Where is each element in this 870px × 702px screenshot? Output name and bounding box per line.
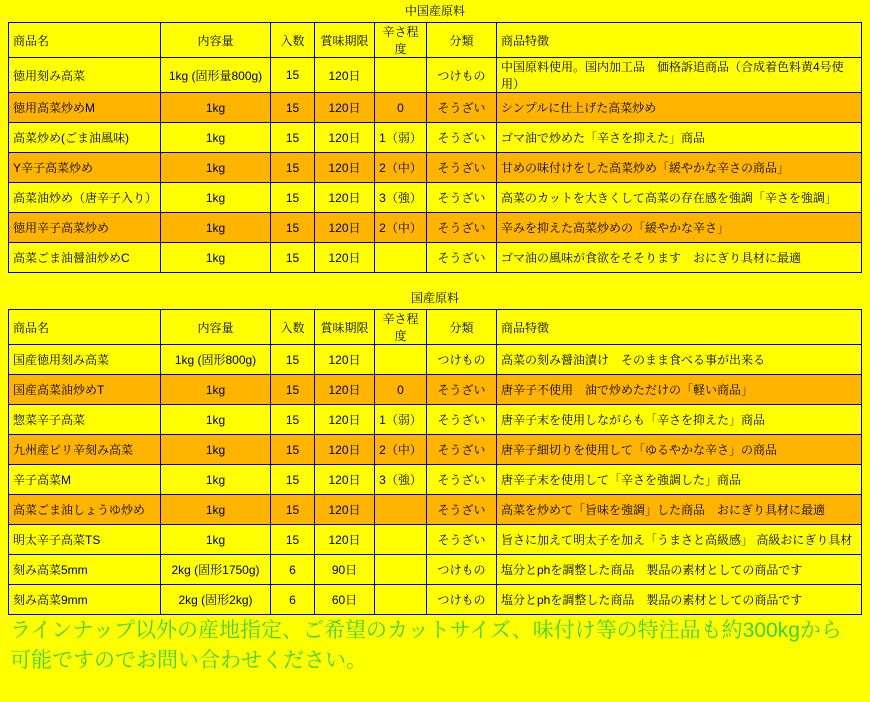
table-header-china	[9, 23, 862, 58]
cell-count: 15	[271, 435, 315, 465]
cell-spiciness: 3（強）	[375, 465, 427, 495]
table-body-china	[9, 58, 862, 273]
cell-product-name: 高菜ごま油醤油炒めC	[9, 243, 161, 273]
cell-quantity: 1kg	[161, 213, 271, 243]
cell-product-name: 徳用高菜炒めM	[9, 93, 161, 123]
cell-expiry: 120日	[315, 153, 375, 183]
table-row	[9, 405, 862, 435]
cell-description: 中国原料使用。国内加工品 価格訴追商品（合成着色料黄4号使用）	[497, 58, 862, 93]
table-row	[9, 435, 862, 465]
section-china	[0, 0, 870, 273]
header-spiciness: 辛さ程度	[375, 23, 427, 58]
cell-quantity: 1kg	[161, 435, 271, 465]
header-category: 分類	[427, 310, 497, 345]
cell-spiciness	[375, 525, 427, 555]
cell-expiry: 120日	[315, 123, 375, 153]
table-row	[9, 93, 862, 123]
header-expiry: 賞味期限	[315, 23, 375, 58]
cell-quantity: 2kg (固形2kg)	[161, 585, 271, 615]
table-row	[9, 153, 862, 183]
cell-expiry: 60日	[315, 585, 375, 615]
header-product-name: 商品名	[9, 23, 161, 58]
cell-count: 15	[271, 243, 315, 273]
cell-product-name: 徳用辛子高菜炒め	[9, 213, 161, 243]
cell-description: 唐辛子不使用 油で炒めただけの「軽い商品」	[497, 375, 862, 405]
cell-count: 15	[271, 58, 315, 93]
cell-category: つけもの	[427, 555, 497, 585]
cell-quantity: 1kg	[161, 525, 271, 555]
product-table-china	[8, 22, 862, 273]
cell-expiry: 120日	[315, 213, 375, 243]
header-quantity: 内容量	[161, 23, 271, 58]
cell-spiciness: 2（中）	[375, 153, 427, 183]
cell-expiry: 120日	[315, 405, 375, 435]
cell-spiciness: 0	[375, 93, 427, 123]
cell-category: そうざい	[427, 183, 497, 213]
cell-product-name: 高菜油炒め（唐辛子入り）	[9, 183, 161, 213]
cell-product-name: 刻み高菜5mm	[9, 555, 161, 585]
cell-spiciness	[375, 495, 427, 525]
header-count: 入数	[271, 23, 315, 58]
cell-description: 唐辛子末を使用して「辛さを強調した」商品	[497, 465, 862, 495]
cell-description: 唐辛子末を使用しながらも「辛さを抑えた」商品	[497, 405, 862, 435]
footer-note-line2: 可能ですのでお問い合わせください。	[10, 649, 367, 672]
cell-description: ゴマ油の風味が食欲をそそります おにぎり具材に最適	[497, 243, 862, 273]
cell-description: 旨さに加えて明太子を加え「うまさと高級感」 高級おにぎり具材	[497, 525, 862, 555]
cell-category: そうざい	[427, 435, 497, 465]
cell-product-name: 国産徳用刻み高菜	[9, 345, 161, 375]
cell-product-name: 九州産ピリ辛刻み高菜	[9, 435, 161, 465]
table-row	[9, 525, 862, 555]
cell-quantity: 1kg	[161, 495, 271, 525]
cell-count: 15	[271, 465, 315, 495]
section-spacer	[0, 273, 870, 287]
cell-count: 6	[271, 585, 315, 615]
table-row	[9, 555, 862, 585]
table-header-domestic	[9, 310, 862, 345]
cell-description: シンプルに仕上げた高菜炒め	[497, 93, 862, 123]
cell-description: 高菜を炒めて「旨味を強調」した商品 おにぎり具材に最適	[497, 495, 862, 525]
cell-quantity: 2kg (固形1750g)	[161, 555, 271, 585]
cell-spiciness	[375, 58, 427, 93]
header-description: 商品特徴	[497, 310, 862, 345]
cell-category: そうざい	[427, 93, 497, 123]
table-row	[9, 183, 862, 213]
cell-expiry: 120日	[315, 495, 375, 525]
cell-spiciness: 2（中）	[375, 435, 427, 465]
cell-description: 高菜のカットを大きくして高菜の存在感を強調「辛さを強調」	[497, 183, 862, 213]
cell-category: そうざい	[427, 495, 497, 525]
cell-count: 15	[271, 93, 315, 123]
cell-category: そうざい	[427, 153, 497, 183]
cell-description: 塩分とphを調整した商品 製品の素材としての商品です	[497, 555, 862, 585]
cell-spiciness	[375, 345, 427, 375]
section-title-domestic: 国産原料	[410, 291, 459, 305]
cell-category: そうざい	[427, 243, 497, 273]
cell-expiry: 90日	[315, 555, 375, 585]
table-row	[9, 213, 862, 243]
cell-spiciness	[375, 243, 427, 273]
cell-product-name: 辛子高菜M	[9, 465, 161, 495]
table-row	[9, 465, 862, 495]
footer-note	[10, 616, 860, 676]
cell-quantity: 1kg	[161, 123, 271, 153]
section-domestic	[0, 287, 870, 615]
cell-quantity: 1kg	[161, 465, 271, 495]
cell-category: そうざい	[427, 405, 497, 435]
cell-expiry: 120日	[315, 93, 375, 123]
product-table-domestic	[8, 309, 862, 615]
cell-quantity: 1kg	[161, 93, 271, 123]
table-body-domestic	[9, 345, 862, 615]
table-row	[9, 243, 862, 273]
cell-quantity: 1kg	[161, 405, 271, 435]
header-description: 商品特徴	[497, 23, 862, 58]
cell-category: そうざい	[427, 375, 497, 405]
cell-spiciness	[375, 555, 427, 585]
cell-expiry: 120日	[315, 465, 375, 495]
table-row	[9, 495, 862, 525]
cell-expiry: 120日	[315, 243, 375, 273]
cell-category: そうざい	[427, 213, 497, 243]
cell-quantity: 1kg	[161, 153, 271, 183]
cell-quantity: 1kg	[161, 183, 271, 213]
header-expiry: 賞味期限	[315, 310, 375, 345]
cell-category: そうざい	[427, 525, 497, 555]
header-quantity: 内容量	[161, 310, 271, 345]
cell-description: 高菜の刻み醤油漬け そのまま食べる事が出来る	[497, 345, 862, 375]
cell-description: 唐辛子細切りを使用して「ゆるやかな辛さ」の商品	[497, 435, 862, 465]
cell-category: つけもの	[427, 58, 497, 93]
cell-spiciness	[375, 585, 427, 615]
cell-product-name: 国産高菜油炒めT	[9, 375, 161, 405]
header-row	[9, 310, 862, 345]
table-row	[9, 345, 862, 375]
table-row	[9, 58, 862, 93]
cell-spiciness: 1（弱）	[375, 123, 427, 153]
cell-product-name: 惣菜辛子高菜	[9, 405, 161, 435]
cell-product-name: 明太辛子高菜TS	[9, 525, 161, 555]
cell-category: つけもの	[427, 345, 497, 375]
cell-count: 15	[271, 375, 315, 405]
cell-count: 15	[271, 525, 315, 555]
cell-product-name: Y辛子高菜炒め	[9, 153, 161, 183]
table-row	[9, 123, 862, 153]
cell-product-name: 高菜炒め(ごま油風味)	[9, 123, 161, 153]
cell-quantity: 1kg	[161, 375, 271, 405]
cell-product-name: 徳用刻み高菜	[9, 58, 161, 93]
header-product-name: 商品名	[9, 310, 161, 345]
cell-quantity: 1kg (固形800g)	[161, 345, 271, 375]
cell-description: 甘めの味付けをした高菜炒め「緩やかな辛さの商品」	[497, 153, 862, 183]
cell-count: 15	[271, 183, 315, 213]
cell-description: 辛みを抑えた高菜炒めの「緩やかな辛さ」	[497, 213, 862, 243]
header-row	[9, 23, 862, 58]
cell-spiciness: 0	[375, 375, 427, 405]
cell-description: ゴマ油で炒めた「辛さを抑えた」商品	[497, 123, 862, 153]
cell-spiciness: 2（中）	[375, 213, 427, 243]
cell-category: そうざい	[427, 123, 497, 153]
cell-quantity: 1kg (固形量800g)	[161, 58, 271, 93]
header-spiciness: 辛さ程度	[375, 310, 427, 345]
footer-note-line1: ラインナップ以外の産地指定、ご希望のカットサイズ、味付け等の特注品も約300kgから	[10, 619, 842, 642]
cell-spiciness: 3（強）	[375, 183, 427, 213]
cell-count: 15	[271, 153, 315, 183]
cell-count: 15	[271, 405, 315, 435]
cell-category: つけもの	[427, 585, 497, 615]
cell-count: 15	[271, 213, 315, 243]
cell-count: 15	[271, 495, 315, 525]
cell-expiry: 120日	[315, 183, 375, 213]
section-title-china: 中国産原料	[404, 4, 465, 18]
table-row	[9, 375, 862, 405]
header-category: 分類	[427, 23, 497, 58]
cell-description: 塩分とphを調整した商品 製品の素材としての商品です	[497, 585, 862, 615]
cell-spiciness: 1（弱）	[375, 405, 427, 435]
cell-category: そうざい	[427, 465, 497, 495]
cell-product-name: 高菜ごま油しょうゆ炒め	[9, 495, 161, 525]
cell-product-name: 刻み高菜9mm	[9, 585, 161, 615]
cell-expiry: 120日	[315, 435, 375, 465]
cell-quantity: 1kg	[161, 243, 271, 273]
header-count: 入数	[271, 310, 315, 345]
cell-count: 6	[271, 555, 315, 585]
cell-expiry: 120日	[315, 345, 375, 375]
cell-expiry: 120日	[315, 58, 375, 93]
cell-expiry: 120日	[315, 375, 375, 405]
cell-count: 15	[271, 123, 315, 153]
cell-count: 15	[271, 345, 315, 375]
cell-expiry: 120日	[315, 525, 375, 555]
table-row	[9, 585, 862, 615]
